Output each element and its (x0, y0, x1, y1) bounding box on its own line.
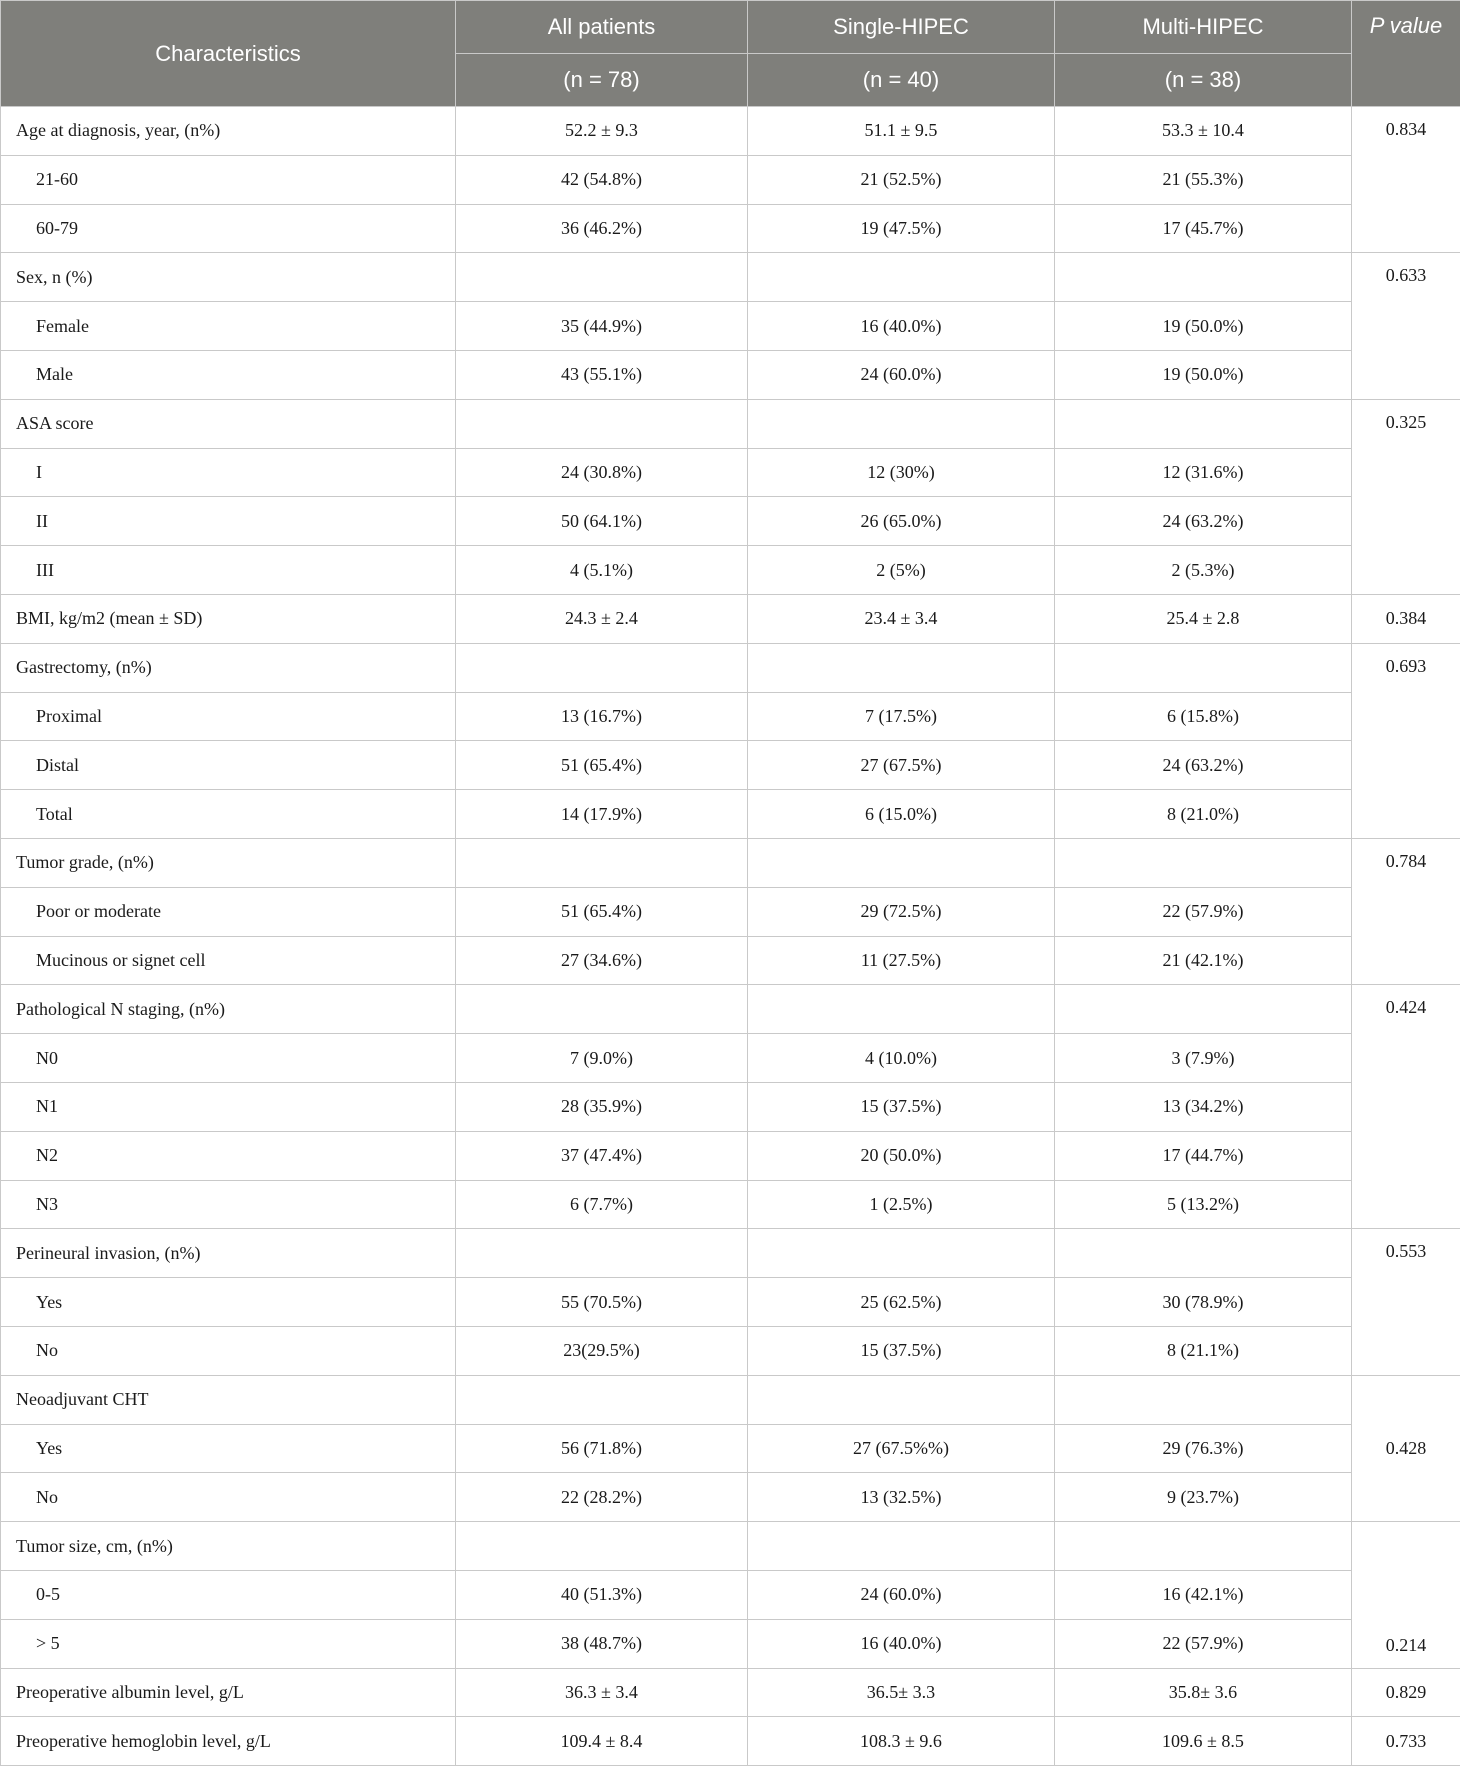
cell-all: 37 (47.4%) (456, 1131, 748, 1180)
cell-all: 28 (35.9%) (456, 1082, 748, 1131)
cell-single: 16 (40.0%) (748, 1619, 1055, 1668)
table-row (1, 1278, 1460, 1327)
table-row (1, 790, 1460, 839)
cell-single: 29 (72.5%) (748, 887, 1055, 936)
cell-single (748, 253, 1055, 302)
row-label: Tumor size, cm, (n%) (1, 1522, 456, 1571)
cell-multi: 24 (63.2%) (1055, 741, 1352, 790)
header-characteristics: Characteristics (1, 1, 456, 107)
cell-all: 56 (71.8%) (456, 1424, 748, 1473)
cell-multi: 53.3 ± 10.4 (1055, 107, 1352, 156)
cell-all: 52.2 ± 9.3 (456, 107, 748, 156)
row-label: N1 (1, 1082, 456, 1131)
cell-single: 21 (52.5%) (748, 155, 1055, 204)
row-label: II (1, 497, 456, 546)
cell-all: 43 (55.1%) (456, 350, 748, 399)
cell-multi: 22 (57.9%) (1055, 1619, 1352, 1668)
cell-all: 40 (51.3%) (456, 1570, 748, 1619)
cell-multi: 3 (7.9%) (1055, 1034, 1352, 1083)
row-label: Proximal (1, 692, 456, 741)
cell-multi: 19 (50.0%) (1055, 350, 1352, 399)
table-row (1, 1473, 1460, 1522)
table-row (1, 1131, 1460, 1180)
cell-single (748, 1522, 1055, 1571)
table-row (1, 1034, 1460, 1083)
cell-all: 22 (28.2%) (456, 1473, 748, 1522)
cell-single (748, 1229, 1055, 1278)
cell-single: 24 (60.0%) (748, 1570, 1055, 1619)
cell-single: 19 (47.5%) (748, 204, 1055, 253)
cell-single: 12 (30%) (748, 448, 1055, 497)
table-row (1, 594, 1460, 643)
cell-single: 11 (27.5%) (748, 936, 1055, 985)
cell-multi (1055, 985, 1352, 1034)
table-row (1, 887, 1460, 936)
header-single-hipec-n: (n = 40) (748, 54, 1055, 107)
row-label: 60-79 (1, 204, 456, 253)
cell-all: 109.4 ± 8.4 (456, 1717, 748, 1766)
cell-single: 27 (67.5%%) (748, 1424, 1055, 1473)
cell-multi: 8 (21.0%) (1055, 790, 1352, 839)
table-row (1, 155, 1460, 204)
cell-all: 6 (7.7%) (456, 1180, 748, 1229)
table-row (1, 448, 1460, 497)
cell-multi (1055, 838, 1352, 887)
row-label: BMI, kg/m2 (mean ± SD) (1, 594, 456, 643)
cell-all (456, 399, 748, 448)
cell-p-value: 0.384 (1352, 594, 1460, 643)
table-row (1, 741, 1460, 790)
cell-multi: 19 (50.0%) (1055, 302, 1352, 351)
row-label: Neoadjuvant CHT (1, 1375, 456, 1424)
cell-single: 51.1 ± 9.5 (748, 107, 1055, 156)
cell-p-value: 0.693 (1352, 643, 1460, 838)
table-row (1, 985, 1460, 1034)
cell-single: 1 (2.5%) (748, 1180, 1055, 1229)
row-label: Tumor grade, (n%) (1, 838, 456, 887)
cell-single: 23.4 ± 3.4 (748, 594, 1055, 643)
cell-all: 36 (46.2%) (456, 204, 748, 253)
table-row (1, 1668, 1460, 1717)
cell-p-value: 0.553 (1352, 1229, 1460, 1375)
cell-multi: 6 (15.8%) (1055, 692, 1352, 741)
cell-all: 51 (65.4%) (456, 887, 748, 936)
cell-single: 15 (37.5%) (748, 1326, 1055, 1375)
header-row-1 (1, 1, 1460, 54)
table-row (1, 692, 1460, 741)
table-row (1, 1326, 1460, 1375)
table-row (1, 399, 1460, 448)
table-row (1, 107, 1460, 156)
table-row (1, 350, 1460, 399)
table-row (1, 1424, 1460, 1473)
cell-single: 27 (67.5%) (748, 741, 1055, 790)
row-label: Female (1, 302, 456, 351)
cell-all: 55 (70.5%) (456, 1278, 748, 1327)
cell-multi: 12 (31.6%) (1055, 448, 1352, 497)
cell-multi: 109.6 ± 8.5 (1055, 1717, 1352, 1766)
table-row (1, 204, 1460, 253)
header-multi-hipec-n: (n = 38) (1055, 54, 1352, 107)
cell-multi (1055, 399, 1352, 448)
table-row (1, 1619, 1460, 1668)
row-label: ASA score (1, 399, 456, 448)
cell-all: 50 (64.1%) (456, 497, 748, 546)
cell-all: 24.3 ± 2.4 (456, 594, 748, 643)
cell-multi: 22 (57.9%) (1055, 887, 1352, 936)
cell-all: 38 (48.7%) (456, 1619, 748, 1668)
row-label: 21-60 (1, 155, 456, 204)
table-row (1, 1375, 1460, 1424)
header-p-rest: value (1383, 13, 1443, 38)
cell-all: 23(29.5%) (456, 1326, 748, 1375)
row-label: N2 (1, 1131, 456, 1180)
cell-multi (1055, 1522, 1352, 1571)
cell-p-value: 0.428 (1352, 1375, 1460, 1521)
cell-multi: 30 (78.9%) (1055, 1278, 1352, 1327)
cell-p-value: 0.424 (1352, 985, 1460, 1229)
row-label: No (1, 1326, 456, 1375)
table-row (1, 1717, 1460, 1766)
row-label: Pathological N staging, (n%) (1, 985, 456, 1034)
row-label: I (1, 448, 456, 497)
row-label: III (1, 546, 456, 595)
row-label: N0 (1, 1034, 456, 1083)
row-label: Mucinous or signet cell (1, 936, 456, 985)
row-label: Preoperative albumin level, g/L (1, 1668, 456, 1717)
row-label: Male (1, 350, 456, 399)
cell-p-value: 0.733 (1352, 1717, 1460, 1766)
row-label: Yes (1, 1278, 456, 1327)
table-row (1, 497, 1460, 546)
header-all-patients-n: (n = 78) (456, 54, 748, 107)
table-row (1, 1522, 1460, 1571)
cell-single: 4 (10.0%) (748, 1034, 1055, 1083)
table-row (1, 302, 1460, 351)
table-row (1, 643, 1460, 692)
cell-multi: 13 (34.2%) (1055, 1082, 1352, 1131)
row-label: No (1, 1473, 456, 1522)
cell-all: 13 (16.7%) (456, 692, 748, 741)
row-label: Yes (1, 1424, 456, 1473)
cell-all: 35 (44.9%) (456, 302, 748, 351)
cell-multi: 8 (21.1%) (1055, 1326, 1352, 1375)
cell-multi: 25.4 ± 2.8 (1055, 594, 1352, 643)
cell-single: 6 (15.0%) (748, 790, 1055, 839)
cell-single (748, 399, 1055, 448)
cell-single (748, 643, 1055, 692)
cell-all (456, 253, 748, 302)
cell-p-value: 0.834 (1352, 107, 1460, 253)
cell-multi: 21 (55.3%) (1055, 155, 1352, 204)
cell-multi: 16 (42.1%) (1055, 1570, 1352, 1619)
cell-all: 24 (30.8%) (456, 448, 748, 497)
cell-single: 2 (5%) (748, 546, 1055, 595)
row-label: Gastrectomy, (n%) (1, 643, 456, 692)
cell-multi: 35.8± 3.6 (1055, 1668, 1352, 1717)
table-row (1, 1229, 1460, 1278)
cell-single: 25 (62.5%) (748, 1278, 1055, 1327)
cell-all (456, 1522, 748, 1571)
cell-single (748, 838, 1055, 887)
cell-single: 24 (60.0%) (748, 350, 1055, 399)
cell-multi (1055, 1375, 1352, 1424)
cell-single: 108.3 ± 9.6 (748, 1717, 1055, 1766)
cell-all (456, 1229, 748, 1278)
cell-p-value: 0.784 (1352, 838, 1460, 984)
cell-multi (1055, 643, 1352, 692)
header-single-hipec: Single-HIPEC (748, 1, 1055, 54)
header-multi-hipec: Multi-HIPEC (1055, 1, 1352, 54)
cell-p-value: 0.633 (1352, 253, 1460, 399)
cell-multi: 24 (63.2%) (1055, 497, 1352, 546)
row-label: Perineural invasion, (n%) (1, 1229, 456, 1278)
header-all-patients: All patients (456, 1, 748, 54)
table-row (1, 546, 1460, 595)
cell-all: 51 (65.4%) (456, 741, 748, 790)
row-label: Total (1, 790, 456, 839)
table-row (1, 1570, 1460, 1619)
cell-p-value: 0.214 (1352, 1522, 1460, 1668)
row-label: Poor or moderate (1, 887, 456, 936)
cell-multi: 29 (76.3%) (1055, 1424, 1352, 1473)
cell-multi: 21 (42.1%) (1055, 936, 1352, 985)
cell-multi (1055, 1229, 1352, 1278)
cell-p-value: 0.325 (1352, 399, 1460, 594)
table-row (1, 838, 1460, 887)
cell-single: 13 (32.5%) (748, 1473, 1055, 1522)
row-label: Sex, n (%) (1, 253, 456, 302)
cell-all: 4 (5.1%) (456, 546, 748, 595)
cell-single: 20 (50.0%) (748, 1131, 1055, 1180)
cell-multi: 5 (13.2%) (1055, 1180, 1352, 1229)
row-label: Preoperative hemoglobin level, g/L (1, 1717, 456, 1766)
cell-all: 7 (9.0%) (456, 1034, 748, 1083)
cell-single (748, 1375, 1055, 1424)
cell-multi: 2 (5.3%) (1055, 546, 1352, 595)
table-row (1, 1180, 1460, 1229)
row-label: 0-5 (1, 1570, 456, 1619)
cell-multi: 17 (45.7%) (1055, 204, 1352, 253)
row-label: > 5 (1, 1619, 456, 1668)
cell-single: 36.5± 3.3 (748, 1668, 1055, 1717)
cell-all (456, 985, 748, 1034)
cell-multi: 17 (44.7%) (1055, 1131, 1352, 1180)
row-label: N3 (1, 1180, 456, 1229)
cell-all: 14 (17.9%) (456, 790, 748, 839)
cell-single: 26 (65.0%) (748, 497, 1055, 546)
cell-all (456, 1375, 748, 1424)
cell-single: 16 (40.0%) (748, 302, 1055, 351)
cell-all (456, 838, 748, 887)
header-p-value (1352, 1, 1460, 107)
cell-single: 7 (17.5%) (748, 692, 1055, 741)
cell-multi: 9 (23.7%) (1055, 1473, 1352, 1522)
table-row (1, 253, 1460, 302)
table-row (1, 1082, 1460, 1131)
cell-all: 27 (34.6%) (456, 936, 748, 985)
header-p-letter: P (1369, 13, 1384, 38)
cell-single (748, 985, 1055, 1034)
cell-p-value: 0.829 (1352, 1668, 1460, 1717)
row-label: Age at diagnosis, year, (n%) (1, 107, 456, 156)
cell-all: 36.3 ± 3.4 (456, 1668, 748, 1717)
cell-multi (1055, 253, 1352, 302)
cell-all: 42 (54.8%) (456, 155, 748, 204)
table-row (1, 936, 1460, 985)
cell-all (456, 643, 748, 692)
row-label: Distal (1, 741, 456, 790)
cell-single: 15 (37.5%) (748, 1082, 1055, 1131)
